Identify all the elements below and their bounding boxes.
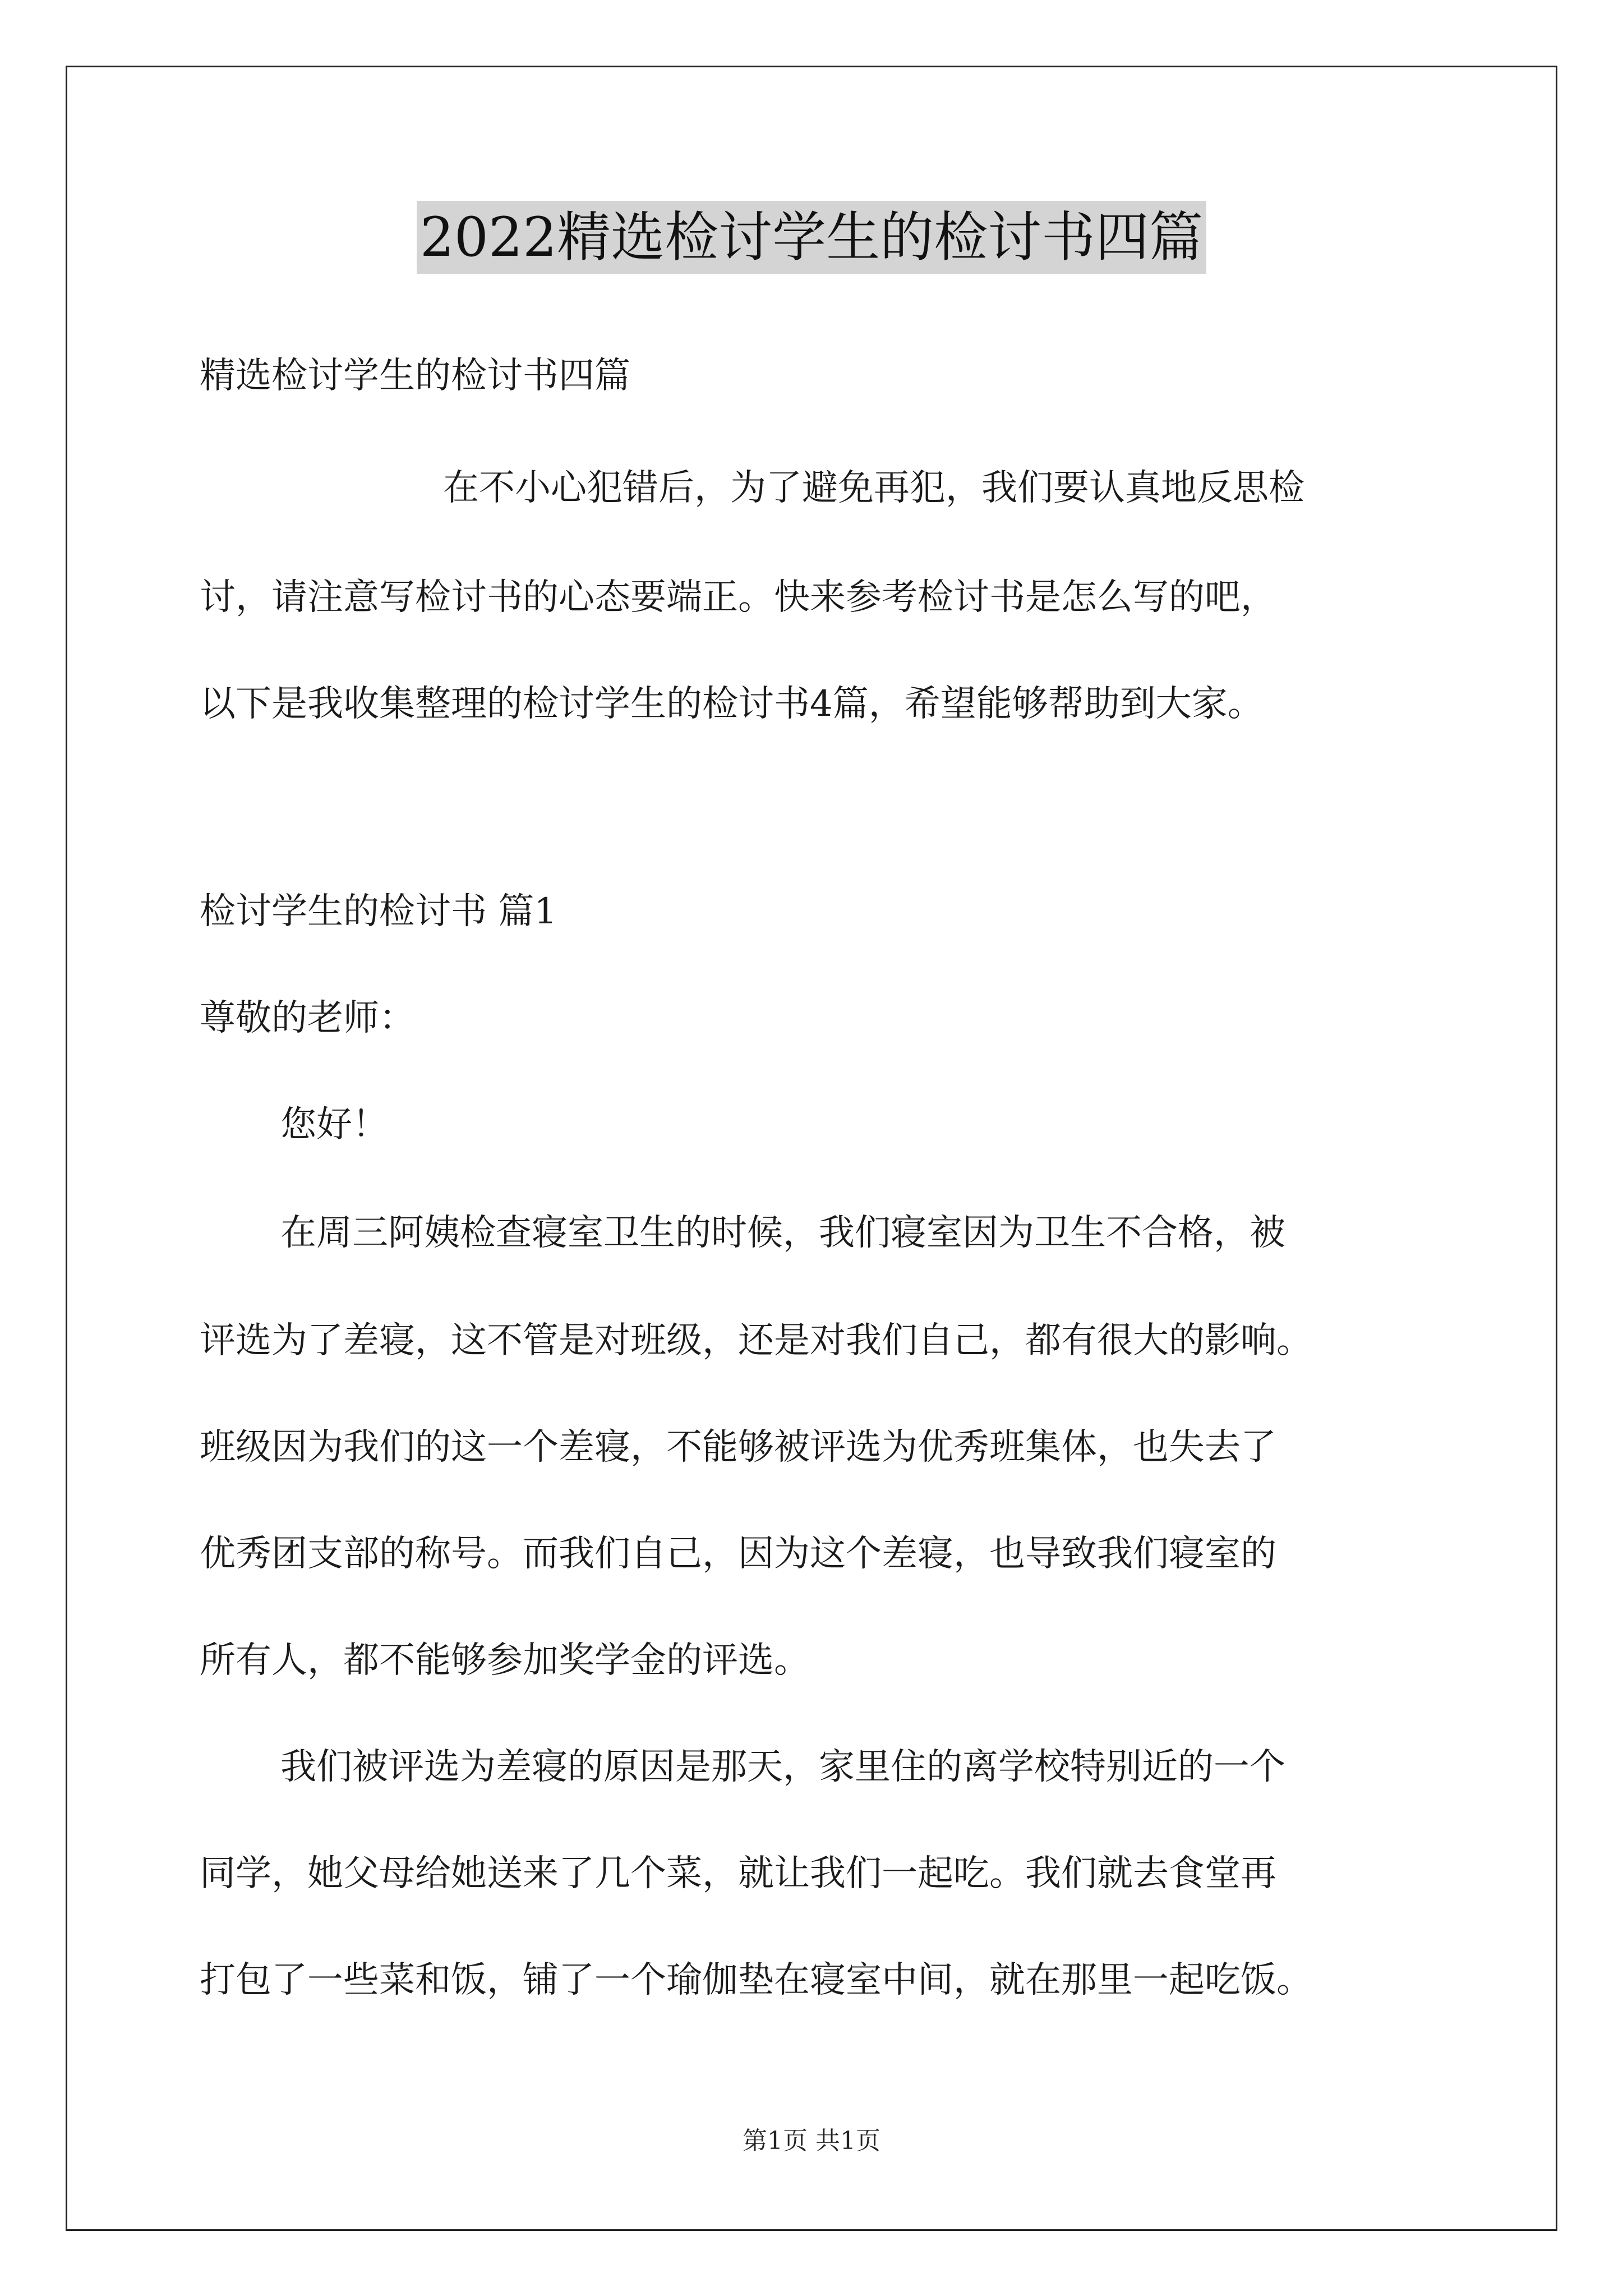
subtitle-line: 精选检讨学生的检讨书四篇 [200, 355, 630, 397]
title-wrap [0, 201, 1623, 274]
section-heading: 检讨学生的检讨书 篇1 [200, 891, 557, 932]
intro-line-2: 讨，请注意写检讨书的心态要端正。快来参考检讨书是怎么写的吧， [200, 577, 1276, 618]
paragraph-1-line-4: 优秀团支部的称号。而我们自己，因为这个差寝，也导致我们寝室的 [200, 1533, 1276, 1575]
paragraph-2-line-1: 我们被评选为差寝的原因是那天，家里住的离学校特别近的一个 [280, 1746, 1285, 1788]
paragraph-1-line-2: 评选为了差寝，这不管是对班级，还是对我们自己，都有很大的影响。 [200, 1320, 1312, 1361]
paragraph-1-line-1: 在周三阿姨检查寝室卫生的时候，我们寝室因为卫生不合格，被 [280, 1212, 1285, 1254]
intro-line-1: 在不小心犯错后，为了避免再犯，我们要认真地反思检 [443, 467, 1304, 509]
paragraph-1-line-5: 所有人，都不能够参加奖学金的评选。 [200, 1640, 810, 1681]
paragraph-1-line-3: 班级因为我们的这一个差寝，不能够被评选为优秀班集体，也失去了 [200, 1427, 1276, 1468]
paragraph-2-line-3: 打包了一些菜和饭，铺了一个瑜伽垫在寝室中间，就在那里一起吃饭。 [200, 1959, 1312, 2001]
page-footer: 第1页 共1页 [743, 2127, 880, 2155]
greeting: 您好！ [280, 1104, 388, 1145]
salutation: 尊敬的老师： [200, 997, 415, 1039]
intro-line-3: 以下是我收集整理的检讨学生的检讨书4篇，希望能够帮助到大家。 [200, 683, 1264, 725]
paragraph-2-line-2: 同学，她父母给她送来了几个菜，就让我们一起吃。我们就去食堂再 [200, 1853, 1276, 1894]
document-title: 2022精选检讨学生的检讨书四篇 [417, 201, 1206, 274]
